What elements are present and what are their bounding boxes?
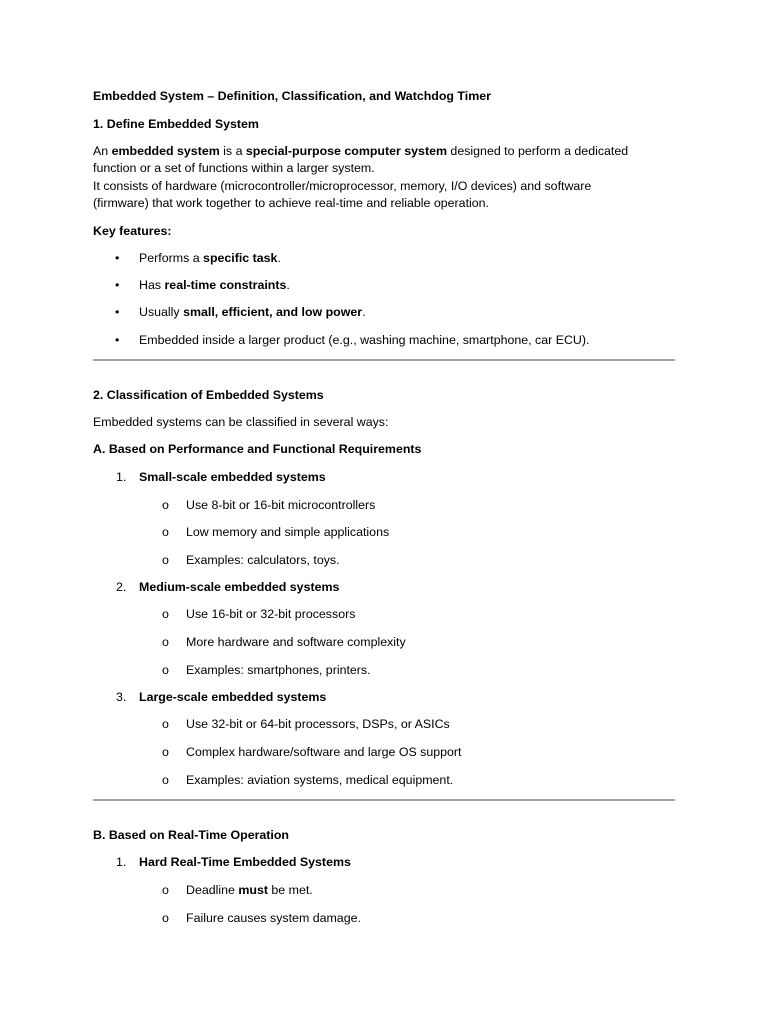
bold-term: small, efficient, and low power [183, 305, 363, 319]
text-run: Performs a [139, 251, 204, 265]
sub-item: Failure causes system damage. [186, 911, 361, 925]
sub-item: Use 8-bit or 16-bit microcontrollers [186, 498, 376, 512]
list-item-title: Small-scale embedded systems [139, 470, 326, 484]
bullet-marker: • [115, 305, 120, 319]
document-title: Embedded System – Definition, Classification, and Watchdog Timer [93, 89, 491, 103]
sub-item [186, 882, 313, 898]
section-2-heading: 2. Classification of Embedded Systems [93, 388, 324, 402]
bold-term: embedded system [111, 144, 220, 158]
bullet-marker: • [115, 278, 120, 292]
bold-term: specific task [203, 251, 278, 265]
sub-bullet-marker: o [162, 663, 169, 677]
text-run: Deadline [186, 883, 239, 897]
sub-item: More hardware and software complexity [186, 635, 406, 649]
sub-bullet-marker: o [162, 635, 169, 649]
paragraph-definition-line-2: function or a set of functions within a larger system. [93, 161, 375, 175]
sub-item: Use 16-bit or 32-bit processors [186, 607, 356, 621]
subsection-a-heading: A. Based on Performance and Functional Requirements [93, 442, 422, 456]
sub-bullet-marker: o [162, 911, 169, 925]
section-1-heading: 1. Define Embedded System [93, 117, 259, 131]
section-2-intro: Embedded systems can be classified in several ways: [93, 415, 389, 429]
sub-item: Examples: smartphones, printers. [186, 663, 371, 677]
list-number: 2. [116, 580, 127, 594]
list-number: 1. [116, 470, 127, 484]
text-run: . [362, 305, 366, 319]
horizontal-rule [93, 799, 675, 801]
list-item-title: Hard Real-Time Embedded Systems [139, 855, 351, 869]
list-number: 1. [116, 855, 127, 869]
sub-item: Examples: aviation systems, medical equipment. [186, 773, 454, 787]
sub-item: Use 32-bit or 64-bit processors, DSPs, or ASICs [186, 717, 450, 731]
bold-term: real-time constraints [164, 278, 287, 292]
paragraph-definition-line-1 [93, 143, 628, 159]
text-run: . [277, 251, 281, 265]
sub-item: Complex hardware/software and large OS support [186, 745, 462, 759]
sub-item: Low memory and simple applications [186, 525, 390, 539]
sub-bullet-marker: o [162, 745, 169, 759]
list-item-title: Medium-scale embedded systems [139, 580, 340, 594]
paragraph-consists-line-2: (firmware) that work together to achieve real-time and reliable operation. [93, 196, 489, 210]
sub-bullet-marker: o [162, 553, 169, 567]
paragraph-consists-line-1: It consists of hardware (microcontroller/microprocessor, memory, I/O devices) and software [93, 179, 592, 193]
text-run: is a [219, 144, 246, 158]
text-run: Has [139, 278, 165, 292]
bold-term: special-purpose computer system [245, 144, 447, 158]
sub-item: Examples: calculators, toys. [186, 553, 340, 567]
sub-bullet-marker: o [162, 773, 169, 787]
text-run: An [93, 144, 112, 158]
horizontal-rule [93, 359, 675, 361]
bullet-marker: • [115, 333, 120, 347]
bullet-marker: • [115, 251, 120, 265]
feature-item [139, 277, 290, 293]
text-run: . [286, 278, 290, 292]
sub-bullet-marker: o [162, 525, 169, 539]
feature-item: Embedded inside a larger product (e.g., washing machine, smartphone, car ECU). [139, 333, 590, 347]
subsection-b-heading: B. Based on Real-Time Operation [93, 828, 289, 842]
list-item-title: Large-scale embedded systems [139, 690, 327, 704]
key-features-heading: Key features: [93, 224, 172, 238]
feature-item [139, 304, 366, 320]
feature-item [139, 250, 281, 266]
bold-term: must [238, 883, 268, 897]
text-run: be met. [267, 883, 313, 897]
sub-bullet-marker: o [162, 883, 169, 897]
list-number: 3. [116, 690, 127, 704]
sub-bullet-marker: o [162, 717, 169, 731]
sub-bullet-marker: o [162, 607, 169, 621]
sub-bullet-marker: o [162, 498, 169, 512]
text-run: Usually [139, 305, 184, 319]
text-run: designed to perform a dedicated [446, 144, 629, 158]
